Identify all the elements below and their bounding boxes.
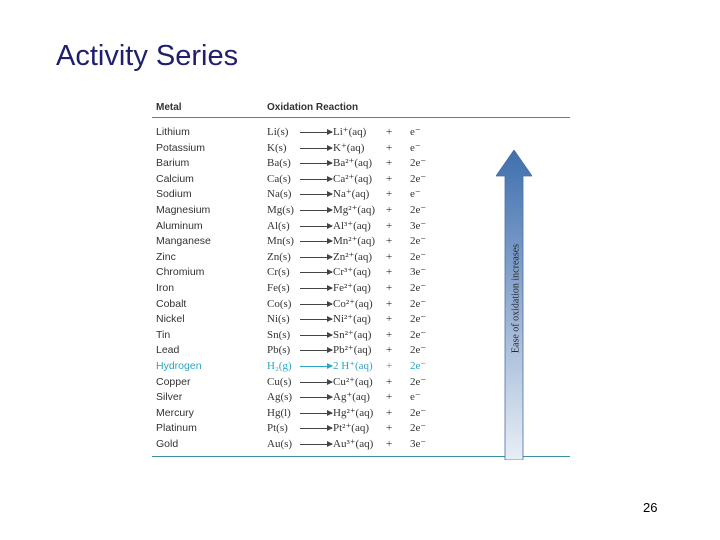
- slide-title: Activity Series: [56, 40, 239, 72]
- product: Al³⁺(aq): [333, 219, 371, 232]
- product: Hg²⁺(aq): [333, 406, 374, 419]
- plus-sign: +: [386, 344, 393, 357]
- electrons: 2e⁻: [410, 157, 427, 170]
- product: 2 H⁺(aq): [333, 359, 373, 372]
- reaction-arrow: [300, 304, 332, 305]
- reactant: H₂(g): [267, 359, 292, 372]
- reaction-arrow: [300, 163, 332, 164]
- reactant: Au(s): [267, 437, 293, 450]
- electrons: 3e⁻: [410, 219, 427, 232]
- electrons: e⁻: [410, 126, 421, 138]
- metal-name: Manganese: [156, 235, 211, 248]
- product: Pt²⁺(aq): [333, 422, 369, 435]
- reactant: K(s): [267, 141, 287, 154]
- reactant: Ag(s): [267, 391, 293, 404]
- reactant: Cu(s): [267, 375, 292, 388]
- electrons: 2e⁻: [410, 328, 427, 341]
- electrons: 2e⁻: [410, 172, 427, 185]
- reaction-arrow: [300, 366, 332, 367]
- reaction-arrow: [300, 148, 332, 149]
- electrons: 2e⁻: [410, 422, 427, 435]
- plus-sign: +: [386, 157, 393, 170]
- metal-name: Nickel: [156, 313, 185, 326]
- plus-sign: +: [386, 359, 393, 372]
- plus-sign: +: [386, 126, 393, 138]
- reaction-arrow: [300, 428, 332, 429]
- plus-sign: +: [386, 281, 393, 294]
- product: Ca²⁺(aq): [333, 172, 373, 185]
- reactant: Ni(s): [267, 313, 290, 326]
- reactant: Co(s): [267, 297, 292, 310]
- metal-name: Mercury: [156, 406, 194, 419]
- product: Cr³⁺(aq): [333, 266, 371, 279]
- reaction-arrow: [300, 397, 332, 398]
- electrons: 3e⁻: [410, 266, 427, 279]
- reaction-arrow: [300, 335, 332, 336]
- metal-name: Barium: [156, 157, 190, 170]
- reactant: Hg(l): [267, 406, 291, 419]
- product: Li⁺(aq): [333, 126, 367, 138]
- reaction-arrow: [300, 288, 332, 289]
- product: Ba²⁺(aq): [333, 157, 373, 170]
- reaction-arrow: [300, 132, 332, 133]
- metal-name: Sodium: [156, 188, 192, 201]
- reactant: Pb(s): [267, 344, 291, 357]
- reaction-arrow: [300, 210, 332, 211]
- reaction-arrow: [300, 413, 332, 414]
- reaction-arrow: [300, 257, 332, 258]
- reaction-arrow: [300, 272, 332, 273]
- reaction-arrow: [300, 226, 332, 227]
- product: Pb²⁺(aq): [333, 344, 372, 357]
- electrons: 2e⁻: [410, 375, 427, 388]
- plus-sign: +: [386, 437, 393, 450]
- metal-name: Copper: [156, 375, 191, 388]
- reaction-arrow: [300, 241, 332, 242]
- plus-sign: +: [386, 219, 393, 232]
- plus-sign: +: [386, 266, 393, 279]
- metal-name: Iron: [156, 281, 175, 294]
- metal-header: Metal: [156, 102, 182, 113]
- reaction-arrow: [300, 444, 332, 445]
- table-row: [150, 125, 570, 141]
- metal-name: Potassium: [156, 141, 206, 154]
- plus-sign: +: [386, 141, 393, 154]
- metal-name: Magnesium: [156, 203, 211, 216]
- reactant: Mg(s): [267, 203, 294, 216]
- product: Au³⁺(aq): [333, 437, 374, 450]
- reactant: Na(s): [267, 188, 292, 201]
- metal-name: Lithium: [156, 126, 190, 138]
- reaction-arrow: [300, 319, 332, 320]
- page-number: 26: [643, 500, 658, 515]
- reactant: Pt(s): [267, 422, 288, 435]
- electrons: e⁻: [410, 141, 421, 154]
- electrons: 2e⁻: [410, 313, 427, 326]
- reaction-arrow: [300, 350, 332, 351]
- product: Ni²⁺(aq): [333, 313, 371, 326]
- product: Zn²⁺(aq): [333, 250, 373, 263]
- electrons: e⁻: [410, 188, 421, 201]
- metal-name: Silver: [156, 391, 183, 404]
- reactant: Sn(s): [267, 328, 291, 341]
- electrons: 2e⁻: [410, 359, 427, 372]
- electrons: e⁻: [410, 391, 421, 404]
- metal-name: Aluminum: [156, 219, 203, 232]
- plus-sign: +: [386, 203, 393, 216]
- product: K⁺(aq): [333, 141, 365, 154]
- reactant: Ba(s): [267, 157, 291, 170]
- metal-name: Lead: [156, 344, 180, 357]
- electrons: 2e⁻: [410, 281, 427, 294]
- plus-sign: +: [386, 406, 393, 419]
- metal-name: Gold: [156, 437, 179, 450]
- metal-name: Cobalt: [156, 297, 187, 310]
- plus-sign: +: [386, 188, 393, 201]
- product: Fe²⁺(aq): [333, 281, 371, 294]
- product: Cu²⁺(aq): [333, 375, 373, 388]
- plus-sign: +: [386, 375, 393, 388]
- reaction-arrow: [300, 382, 332, 383]
- plus-sign: +: [386, 235, 393, 248]
- reactant: Fe(s): [267, 281, 290, 294]
- plus-sign: +: [386, 250, 393, 263]
- metal-name: Hydrogen: [156, 359, 202, 372]
- reactant: Ca(s): [267, 172, 291, 185]
- plus-sign: +: [386, 297, 393, 310]
- metal-name: Calcium: [156, 172, 194, 185]
- electrons: 2e⁻: [410, 297, 427, 310]
- product: Sn²⁺(aq): [333, 328, 372, 341]
- metal-name: Chromium: [156, 266, 205, 279]
- metal-name: Platinum: [156, 422, 197, 435]
- plus-sign: +: [386, 391, 393, 404]
- product: Na⁺(aq): [333, 188, 370, 201]
- reactant: Zn(s): [267, 250, 291, 263]
- product: Co²⁺(aq): [333, 297, 373, 310]
- electrons: 2e⁻: [410, 203, 427, 216]
- reactant: Li(s): [267, 126, 289, 138]
- reactant: Al(s): [267, 219, 290, 232]
- metal-name: Tin: [156, 328, 171, 341]
- reaction-arrow: [300, 194, 332, 195]
- product: Mg²⁺(aq): [333, 203, 376, 216]
- reaction-header: Oxidation Reaction: [267, 102, 359, 113]
- electrons: 3e⁻: [410, 437, 427, 450]
- plus-sign: +: [386, 172, 393, 185]
- product: Ag⁺(aq): [333, 391, 370, 404]
- oxidation-trend-text: Ease of oxidation increases: [510, 243, 522, 354]
- reactant: Mn(s): [267, 235, 294, 248]
- table-top-rule: [152, 117, 570, 118]
- electrons: 2e⁻: [410, 235, 427, 248]
- electrons: 2e⁻: [410, 344, 427, 357]
- metal-name: Zinc: [156, 250, 176, 263]
- plus-sign: +: [386, 422, 393, 435]
- plus-sign: +: [386, 313, 393, 326]
- reactant: Cr(s): [267, 266, 290, 279]
- electrons: 2e⁻: [410, 250, 427, 263]
- electrons: 2e⁻: [410, 406, 427, 419]
- plus-sign: +: [386, 328, 393, 341]
- product: Mn²⁺(aq): [333, 235, 376, 248]
- reaction-arrow: [300, 179, 332, 180]
